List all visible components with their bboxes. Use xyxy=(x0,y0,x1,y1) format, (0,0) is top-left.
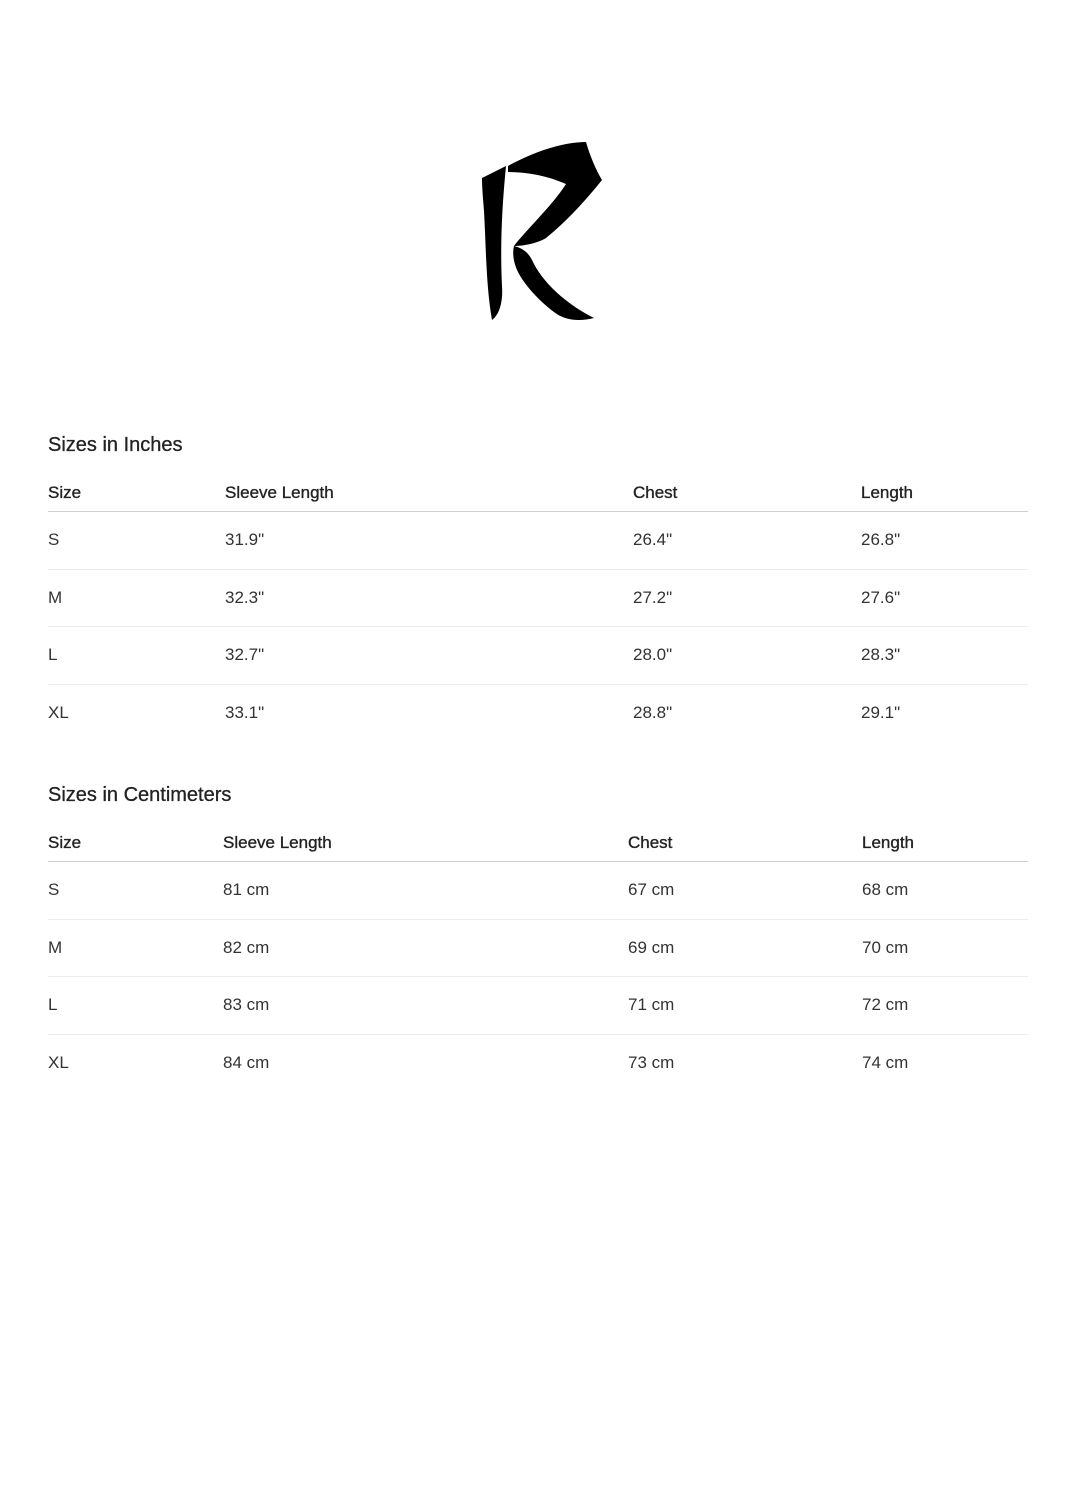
cell-length: 68 cm xyxy=(862,862,1028,920)
table-row xyxy=(48,684,1028,741)
column-header-sleeve-length: Sleeve Length xyxy=(225,475,633,512)
brand-logo xyxy=(478,136,606,324)
cell-length: 70 cm xyxy=(862,919,1028,977)
cell-size: L xyxy=(48,627,225,685)
cell-length: 74 cm xyxy=(862,1052,909,1072)
section-title: Sizes in Inches xyxy=(48,434,183,456)
sizes-centimeters-section xyxy=(48,780,1028,1091)
cell-sleeve-length: 81 cm xyxy=(223,862,628,920)
cell-length: 72 cm xyxy=(862,977,1028,1035)
table-row xyxy=(48,627,1028,685)
table-row xyxy=(48,569,1028,627)
cell-size: S xyxy=(48,862,223,920)
column-header-size: Size xyxy=(48,825,223,862)
cell-sleeve-length: 83 cm xyxy=(223,977,628,1035)
cell-sleeve-length: 33.1" xyxy=(225,702,265,722)
sizes-inches-section xyxy=(48,430,1028,741)
cell-chest: 26.4" xyxy=(633,512,861,570)
cell-length: 27.6" xyxy=(861,569,1028,627)
table-row xyxy=(48,1034,1028,1091)
column-header-size: Size xyxy=(48,475,225,512)
table-header-row xyxy=(48,825,1028,862)
column-header-chest: Chest xyxy=(628,825,862,862)
table-row xyxy=(48,862,1028,920)
cell-chest: 28.8" xyxy=(633,702,673,722)
cell-chest: 27.2" xyxy=(633,569,861,627)
cell-size: L xyxy=(48,977,223,1035)
size-table-centimeters xyxy=(48,825,1028,1091)
table-row xyxy=(48,977,1028,1035)
cell-size: S xyxy=(48,512,225,570)
column-header-chest: Chest xyxy=(633,475,861,512)
cell-chest: 73 cm xyxy=(628,1052,675,1072)
cell-size: XL xyxy=(48,702,69,722)
cell-sleeve-length: 31.9" xyxy=(225,512,633,570)
cell-chest: 67 cm xyxy=(628,862,862,920)
column-header-length: Length xyxy=(861,475,1028,512)
section-title: Sizes in Centimeters xyxy=(48,784,232,806)
cell-length: 28.3" xyxy=(861,627,1028,685)
size-table-inches xyxy=(48,475,1028,741)
cell-chest: 71 cm xyxy=(628,977,862,1035)
cell-length: 29.1" xyxy=(861,702,901,722)
column-header-sleeve-length: Sleeve Length xyxy=(223,825,628,862)
cell-chest: 69 cm xyxy=(628,919,862,977)
r-logo-icon xyxy=(478,136,606,324)
table-header-row xyxy=(48,475,1028,512)
cell-sleeve-length: 32.3" xyxy=(225,569,633,627)
cell-length: 26.8" xyxy=(861,512,1028,570)
cell-size: XL xyxy=(48,1052,69,1072)
table-row xyxy=(48,512,1028,570)
cell-sleeve-length: 82 cm xyxy=(223,919,628,977)
cell-sleeve-length: 84 cm xyxy=(223,1052,270,1072)
cell-size: M xyxy=(48,569,225,627)
cell-chest: 28.0" xyxy=(633,627,861,685)
cell-size: M xyxy=(48,919,223,977)
cell-sleeve-length: 32.7" xyxy=(225,627,633,685)
table-row xyxy=(48,919,1028,977)
column-header-length: Length xyxy=(862,825,1028,862)
